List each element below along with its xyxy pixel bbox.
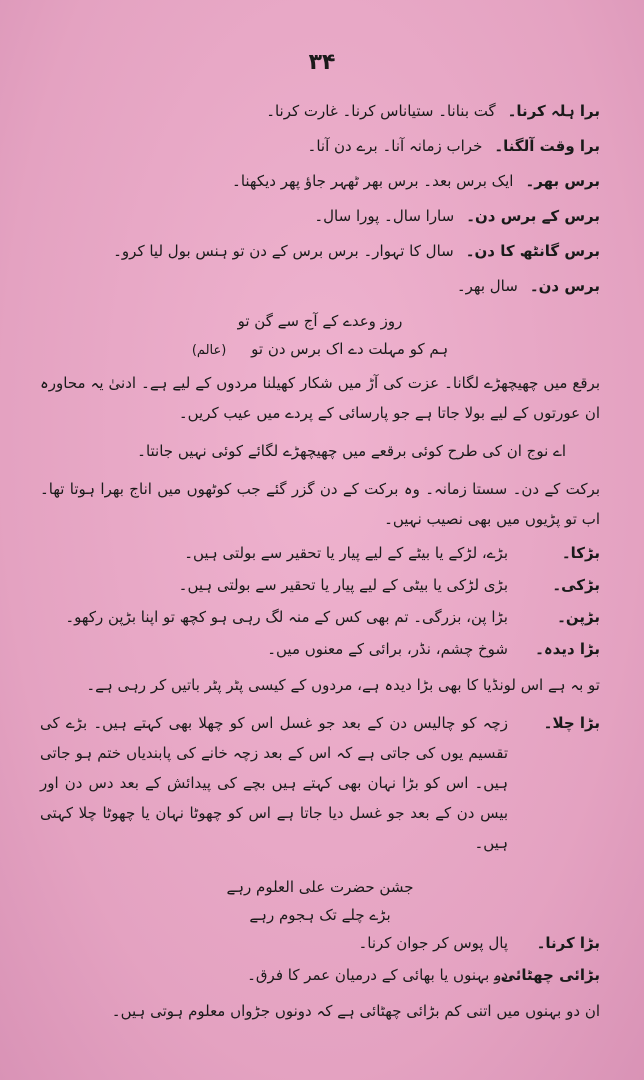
entry-definition: خراب زمانہ آنا۔ برے دن آنا۔	[307, 137, 483, 155]
paragraph: برکت کے دن۔ سستا زمانہ۔ وہ برکت کے دن گزر گئے جب کوٹھوں میں اناج بھرا ہوتا تھا۔ اب تو پڑیوں میں بھی نصیب نہیں۔	[40, 480, 600, 528]
entry-definition: دو بہنوں یا بھائی کے درمیان عمر کا فرق۔	[247, 966, 508, 984]
entry-term: بڑپن۔	[557, 608, 600, 626]
entry-term: بڑا دیدہ۔	[535, 640, 600, 658]
sub-entry-bada-chilla	[40, 708, 600, 866]
verse-line-2	[40, 338, 600, 362]
paragraph: اے نوج ان کی طرح کوئی برقعے میں چھیچھڑے لگائے کوئی نہیں جانتا۔	[137, 442, 566, 460]
entry-term: بڑا چلا۔	[543, 714, 600, 732]
entry-term: برس بھر۔	[525, 172, 600, 190]
sub-entry-barki	[40, 574, 600, 596]
entry-bura-halla	[40, 100, 600, 122]
entry-baras-din	[40, 275, 600, 297]
entries	[40, 100, 600, 1034]
final-entry-badai-chhotai	[40, 964, 600, 986]
entry-definition: سال بھر۔	[456, 277, 518, 295]
entry-definition: سارا سال۔ پورا سال۔	[314, 207, 455, 225]
last-line: ان دو بہنوں میں اتنی کم بڑائی چھٹائی ہے کہ دونوں جڑواں معلوم ہوتی ہیں۔	[111, 1002, 600, 1020]
entry-definition: گت بنانا۔ ستیاناس کرنا۔ غارت کرنا۔	[266, 102, 496, 120]
entry-definition: بڑے، لڑکے یا بیٹے کے لیے پیار یا تحقیر سے بولتی ہیں۔	[184, 544, 508, 562]
entry-baras-ganth	[40, 240, 600, 262]
entry-definition: ایک برس بعد۔ برس بھر ٹھہر جاؤ پھر دیکھنا۔	[232, 172, 514, 190]
entry-definition: سال کا تہوار۔ برس برس کے دن تو ہنس بول لیا کرو۔	[113, 242, 454, 260]
verse-text: ہم کو مہلت دے اک برس دن تو	[251, 340, 449, 358]
entry-term: برس کے برس دن۔	[466, 207, 600, 225]
entry-term: برا وقت آلگنا۔	[494, 137, 600, 155]
page-number: ۳۴	[308, 50, 336, 75]
entry-definition: بڑا پن، بزرگی۔ تم بھی کس کے منہ لگ رہی ہو کچھ تو اپنا بڑپن رکھو۔	[65, 608, 508, 626]
sub-entry-barpan	[40, 606, 600, 628]
paragraph: تو بہ ہے اس لونڈیا کا بھی بڑا دیدہ ہے، مردوں کے کیسی پٹر پٹر باتیں کر رہی ہے۔	[86, 676, 600, 694]
entry-definition: بڑی لڑکی یا بیٹی کے لیے پیار یا تحقیر سے بولتی ہیں۔	[178, 576, 508, 594]
paragraphs	[40, 368, 600, 534]
entry-term: بڑا کرنا۔	[536, 934, 600, 952]
entry-term: برا ہلہ کرنا۔	[507, 102, 600, 120]
entry-baras-ke-baras	[40, 205, 600, 227]
entry-term: برس دن۔	[529, 277, 600, 295]
entry-term: برس گانٹھ کا دن۔	[465, 242, 600, 260]
verse-line-1: روز وعدے کے آج سے گن تو	[237, 312, 403, 330]
entry-definition: زچہ کو چالیس دن کے بعد جو غسل اس کو چھلا بھی کہتے ہیں۔ بڑے کی تقسیم یوں کی جاتی ہے کہ اس کے بعد زچہ خانے کی پابندیاں ختم ہو جاتی ہیں۔ اس کو بڑا نہان بھی کہتے ہیں بچے کی پیدائش کے بعد دس دن اور بیس دن کے بعد جو غسل دیا جاتا ہے اس کو چھوٹا نہان یا چھوٹا چلا کہتی ہیں۔	[40, 714, 508, 852]
verse2-line-1: جشن حضرت علی العلوم رہے	[226, 878, 414, 896]
entry-term: بڑکی۔	[552, 576, 600, 594]
entry-term: بڑکا۔	[561, 544, 600, 562]
verse-author: (عالم)	[191, 343, 227, 358]
final-entry-bada-karna	[40, 932, 600, 954]
entry-definition: پال پوس کر جوان کرنا۔	[358, 934, 508, 952]
entry-bura-waqt	[40, 135, 600, 157]
verse2-line-2: بڑے چلے تک ہجوم رہے	[249, 906, 391, 924]
paragraph: برقع میں چھیچھڑے لگانا۔ عزت کی آڑ میں شکار کھیلنا مردوں کے لیے ہے۔ ادنیٰ یہ محاورہ ان عورتوں کے لیے بولا جاتا ہے جو پارسائی کے پردے میں عیب کریں۔	[40, 374, 600, 422]
sub-entry-barka	[40, 542, 600, 564]
entry-baras-bhar	[40, 170, 600, 192]
entry-term: بڑائی چھٹائی۔	[491, 966, 600, 984]
entry-definition: شوخ چشم، نڈر، برائی کے معنوں میں۔	[267, 640, 508, 658]
sub-entry-bada-deeda	[40, 638, 600, 660]
